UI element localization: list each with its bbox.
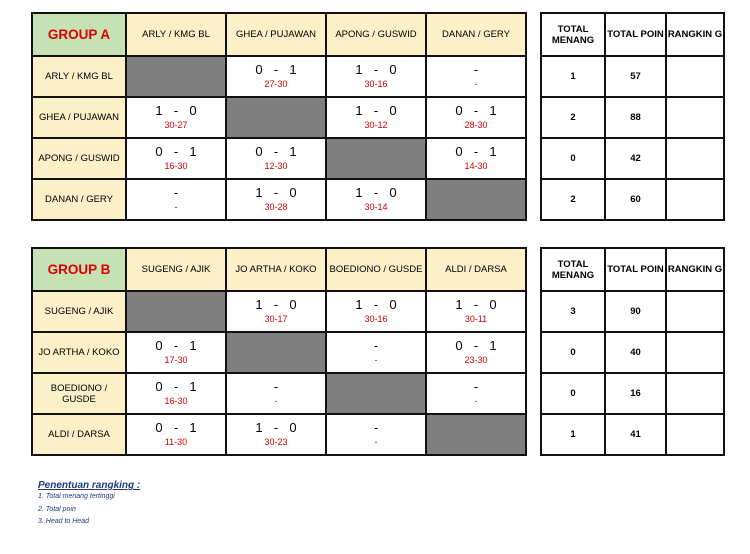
- set-score-right: 1: [189, 379, 197, 394]
- row-team-name: SUGENG / AJIK: [32, 291, 126, 332]
- set-score-right: 1: [489, 338, 497, 353]
- total-menang-header: TOTAL MENANG: [541, 248, 605, 291]
- point-score-left: 30: [364, 79, 375, 89]
- point-score-separator: -: [174, 437, 178, 447]
- match-cell: [226, 414, 326, 455]
- point-score-right: 30: [277, 79, 288, 89]
- point-score-separator: -: [374, 79, 378, 89]
- total-menang-value: 0: [541, 332, 605, 373]
- set-score-right: 0: [489, 297, 497, 312]
- column-team-header: BOEDIONO / GUSDE: [326, 248, 426, 291]
- match-cell: [126, 414, 226, 455]
- set-score-value: -: [373, 420, 379, 435]
- set-score-right: 0: [389, 297, 397, 312]
- match-cell: [426, 373, 526, 414]
- set-score-separator: -: [173, 379, 179, 394]
- table-row: [541, 414, 724, 455]
- point-score-right: 17: [277, 314, 288, 324]
- set-score: [327, 186, 425, 200]
- point-score-right: 16: [377, 79, 388, 89]
- group-a-standings: [540, 12, 725, 221]
- point-score-left: 23: [464, 355, 475, 365]
- point-score-left: 16: [164, 396, 175, 406]
- set-score-left: 0: [455, 338, 463, 353]
- set-score-right: 1: [489, 103, 497, 118]
- set-score: [227, 380, 325, 394]
- column-team-header: JO ARTHA / KOKO: [226, 248, 326, 291]
- set-score-left: 1: [355, 297, 363, 312]
- rangking-value: [666, 373, 724, 414]
- set-score: [427, 298, 525, 312]
- point-score: [127, 202, 225, 213]
- set-score-separator: -: [473, 103, 479, 118]
- set-score-right: 0: [189, 103, 197, 118]
- point-score-value: -: [474, 396, 478, 406]
- point-score-left: 30: [164, 120, 175, 130]
- set-score-separator: -: [473, 297, 479, 312]
- point-score: [127, 396, 225, 407]
- set-score-separator: -: [373, 297, 379, 312]
- set-score-right: 1: [189, 144, 197, 159]
- table-row: [32, 138, 526, 179]
- rangking-value: [666, 97, 724, 138]
- point-score: [427, 120, 525, 131]
- table-row: [32, 179, 526, 220]
- table-row: [32, 56, 526, 97]
- point-score-separator: -: [474, 314, 478, 324]
- set-score-right: 0: [289, 420, 297, 435]
- match-cell: [226, 179, 326, 220]
- match-cell: [326, 332, 426, 373]
- match-cell: [126, 138, 226, 179]
- self-match-cell: [326, 138, 426, 179]
- point-score-right: 14: [377, 202, 388, 212]
- point-score-separator: -: [374, 120, 378, 130]
- point-score: [127, 355, 225, 366]
- point-score-separator: -: [174, 120, 178, 130]
- set-score: [227, 298, 325, 312]
- set-score-separator: -: [273, 185, 279, 200]
- set-score-separator: -: [473, 338, 479, 353]
- row-team-name: APONG / GUSWID: [32, 138, 126, 179]
- set-score: [127, 104, 225, 118]
- legend-title: Penentuan rangking :: [38, 480, 141, 491]
- point-score-left: 30: [464, 314, 475, 324]
- set-score-left: 1: [355, 62, 363, 77]
- total-poin-header: TOTAL POIN: [605, 248, 666, 291]
- match-cell: [226, 138, 326, 179]
- set-score-separator: -: [273, 62, 279, 77]
- set-score-separator: -: [273, 297, 279, 312]
- table-row: [541, 179, 724, 220]
- point-score: [327, 202, 425, 213]
- point-score: [427, 396, 525, 407]
- rangking-value: [666, 291, 724, 332]
- point-score: [427, 355, 525, 366]
- set-score-separator: -: [273, 144, 279, 159]
- set-score-left: 1: [355, 103, 363, 118]
- legend-item: 2. Total poin: [38, 505, 76, 513]
- row-team-name: GHEA / PUJAWAN: [32, 97, 126, 138]
- point-score-right: 30: [177, 396, 188, 406]
- point-score: [427, 314, 525, 325]
- set-score: [327, 104, 425, 118]
- rangking-value: [666, 56, 724, 97]
- total-poin-value: 57: [605, 56, 666, 97]
- point-score-separator: -: [374, 314, 378, 324]
- group-b-standings: [540, 247, 725, 456]
- set-score-left: 0: [155, 338, 163, 353]
- set-score: [127, 380, 225, 394]
- point-score-left: 27: [264, 79, 275, 89]
- match-cell: [326, 291, 426, 332]
- table-row: [541, 138, 724, 179]
- set-score-left: 1: [255, 185, 263, 200]
- set-score-right: 0: [389, 62, 397, 77]
- total-poin-value: 88: [605, 97, 666, 138]
- rangking-value: [666, 414, 724, 455]
- set-score-right: 0: [389, 185, 397, 200]
- total-poin-value: 41: [605, 414, 666, 455]
- set-score-separator: -: [173, 103, 179, 118]
- total-poin-value: 16: [605, 373, 666, 414]
- total-menang-value: 3: [541, 291, 605, 332]
- point-score-right: 28: [277, 202, 288, 212]
- match-cell: [426, 97, 526, 138]
- point-score: [227, 396, 325, 407]
- point-score-right: 23: [277, 437, 288, 447]
- point-score: [327, 120, 425, 131]
- point-score: [327, 437, 425, 448]
- point-score-right: 16: [377, 314, 388, 324]
- set-score: [227, 63, 325, 77]
- point-score-right: 30: [177, 437, 188, 447]
- set-score-value: -: [473, 379, 479, 394]
- point-score: [427, 79, 525, 90]
- row-team-name: ARLY / KMG BL: [32, 56, 126, 97]
- table-row: [541, 291, 724, 332]
- set-score: [227, 421, 325, 435]
- point-score-separator: -: [174, 396, 178, 406]
- legend-item: 3. Head to Head: [38, 518, 89, 525]
- match-cell: [426, 138, 526, 179]
- set-score: [427, 380, 525, 394]
- match-cell: [126, 179, 226, 220]
- match-cell: [126, 97, 226, 138]
- total-poin-header: TOTAL POIN: [605, 13, 666, 56]
- set-score-separator: -: [273, 420, 279, 435]
- set-score-separator: -: [173, 144, 179, 159]
- table-row: [541, 373, 724, 414]
- set-score-right: 0: [289, 297, 297, 312]
- point-score: [127, 120, 225, 131]
- ranking-legend: [38, 480, 140, 529]
- self-match-cell: [126, 56, 226, 97]
- match-cell: [426, 332, 526, 373]
- set-score-left: 0: [255, 62, 263, 77]
- table-row: [541, 332, 724, 373]
- point-score-left: 30: [364, 120, 375, 130]
- point-score: [227, 437, 325, 448]
- total-poin-value: 60: [605, 179, 666, 220]
- match-cell: [226, 56, 326, 97]
- set-score-value: -: [173, 185, 179, 200]
- group-title: GROUP B: [32, 248, 126, 291]
- point-score-value: -: [374, 355, 378, 365]
- point-score-separator: -: [474, 355, 478, 365]
- rangking-value: [666, 332, 724, 373]
- point-score: [127, 437, 225, 448]
- self-match-cell: [326, 373, 426, 414]
- column-team-header: ARLY / KMG BL: [126, 13, 226, 56]
- total-menang-value: 1: [541, 414, 605, 455]
- point-score-separator: -: [274, 314, 278, 324]
- match-cell: [226, 373, 326, 414]
- table-row: [32, 332, 526, 373]
- row-team-name: DANAN / GERY: [32, 179, 126, 220]
- match-cell: [326, 56, 426, 97]
- set-score-left: 0: [455, 103, 463, 118]
- set-score: [327, 421, 425, 435]
- set-score: [427, 63, 525, 77]
- set-score-right: 1: [289, 144, 297, 159]
- group-b-matrix: [31, 247, 527, 456]
- set-score-right: 1: [289, 62, 297, 77]
- point-score-left: 30: [264, 202, 275, 212]
- match-cell: [226, 291, 326, 332]
- row-team-name: ALDI / DARSA: [32, 414, 126, 455]
- point-score-left: 16: [164, 161, 175, 171]
- point-score-left: 30: [264, 314, 275, 324]
- point-score-separator: -: [174, 355, 178, 365]
- set-score-left: 1: [455, 297, 463, 312]
- set-score-separator: -: [173, 420, 179, 435]
- set-score: [327, 63, 425, 77]
- self-match-cell: [426, 414, 526, 455]
- set-score-left: 0: [255, 144, 263, 159]
- total-poin-value: 90: [605, 291, 666, 332]
- table-row: [541, 97, 724, 138]
- total-menang-value: 2: [541, 179, 605, 220]
- point-score-value: -: [474, 79, 478, 89]
- group-title: GROUP A: [32, 13, 126, 56]
- set-score: [127, 421, 225, 435]
- rangking-value: [666, 138, 724, 179]
- set-score-separator: -: [373, 185, 379, 200]
- point-score: [227, 314, 325, 325]
- point-score-separator: -: [274, 79, 278, 89]
- match-cell: [326, 97, 426, 138]
- point-score-left: 28: [464, 120, 475, 130]
- rangking-header: RANGKIN G: [666, 248, 724, 291]
- point-score-separator: -: [474, 120, 478, 130]
- point-score-separator: -: [374, 202, 378, 212]
- point-score: [227, 202, 325, 213]
- set-score: [427, 339, 525, 353]
- point-score-left: 30: [264, 437, 275, 447]
- set-score-left: 0: [155, 144, 163, 159]
- point-score: [327, 79, 425, 90]
- rangking-value: [666, 179, 724, 220]
- set-score: [227, 145, 325, 159]
- set-score-separator: -: [373, 103, 379, 118]
- total-menang-value: 0: [541, 373, 605, 414]
- point-score-right: 30: [477, 355, 488, 365]
- set-score-right: 0: [389, 103, 397, 118]
- self-match-cell: [126, 291, 226, 332]
- match-cell: [126, 373, 226, 414]
- set-score-left: 1: [155, 103, 163, 118]
- column-team-header: DANAN / GERY: [426, 13, 526, 56]
- point-score: [227, 161, 325, 172]
- point-score: [227, 79, 325, 90]
- point-score: [327, 355, 425, 366]
- point-score-left: 17: [164, 355, 175, 365]
- self-match-cell: [226, 97, 326, 138]
- set-score: [127, 339, 225, 353]
- point-score-left: 11: [164, 437, 175, 447]
- point-score: [327, 314, 425, 325]
- column-team-header: GHEA / PUJAWAN: [226, 13, 326, 56]
- point-score-left: 12: [264, 161, 275, 171]
- point-score-right: 30: [277, 161, 288, 171]
- point-score-right: 27: [177, 120, 188, 130]
- match-cell: [326, 179, 426, 220]
- total-poin-value: 42: [605, 138, 666, 179]
- total-menang-header: TOTAL MENANG: [541, 13, 605, 56]
- table-row: [541, 56, 724, 97]
- set-score-separator: -: [373, 62, 379, 77]
- total-poin-value: 40: [605, 332, 666, 373]
- point-score-separator: -: [174, 161, 178, 171]
- table-row: [32, 291, 526, 332]
- point-score-right: 30: [177, 355, 188, 365]
- set-score-separator: -: [473, 144, 479, 159]
- column-team-header: SUGENG / AJIK: [126, 248, 226, 291]
- column-team-header: ALDI / DARSA: [426, 248, 526, 291]
- point-score: [127, 161, 225, 172]
- point-score-right: 30: [477, 161, 488, 171]
- set-score-right: 1: [489, 144, 497, 159]
- point-score-right: 12: [377, 120, 388, 130]
- total-menang-value: 2: [541, 97, 605, 138]
- point-score-separator: -: [274, 161, 278, 171]
- set-score: [127, 186, 225, 200]
- set-score-separator: -: [173, 338, 179, 353]
- rangking-header: RANGKIN G: [666, 13, 724, 56]
- point-score-left: 14: [464, 161, 475, 171]
- point-score-right: 30: [177, 161, 188, 171]
- set-score-left: 1: [255, 420, 263, 435]
- set-score-right: 1: [189, 420, 197, 435]
- total-menang-value: 1: [541, 56, 605, 97]
- point-score-right: 30: [477, 120, 488, 130]
- set-score-left: 1: [255, 297, 263, 312]
- point-score-value: -: [174, 202, 178, 212]
- point-score-value: -: [274, 396, 278, 406]
- column-team-header: APONG / GUSWID: [326, 13, 426, 56]
- set-score-left: 0: [455, 144, 463, 159]
- group-a-matrix: [31, 12, 527, 221]
- table-row: [32, 373, 526, 414]
- table-row: [32, 97, 526, 138]
- set-score-right: 0: [289, 185, 297, 200]
- set-score-value: -: [273, 379, 279, 394]
- self-match-cell: [226, 332, 326, 373]
- set-score-value: -: [373, 338, 379, 353]
- table-row: [32, 414, 526, 455]
- point-score-separator: -: [274, 202, 278, 212]
- set-score-value: -: [473, 62, 479, 77]
- point-score-value: -: [374, 437, 378, 447]
- point-score: [427, 161, 525, 172]
- point-score-separator: -: [474, 161, 478, 171]
- point-score-left: 30: [364, 202, 375, 212]
- row-team-name: BOEDIONO / GUSDE: [32, 373, 126, 414]
- set-score-right: 1: [189, 338, 197, 353]
- self-match-cell: [426, 179, 526, 220]
- row-team-name: JO ARTHA / KOKO: [32, 332, 126, 373]
- match-cell: [126, 332, 226, 373]
- match-cell: [426, 291, 526, 332]
- set-score: [127, 145, 225, 159]
- set-score-left: 0: [155, 379, 163, 394]
- legend-item: 1. Total menang tertinggi: [38, 493, 115, 500]
- set-score: [427, 145, 525, 159]
- set-score: [427, 104, 525, 118]
- set-score: [327, 339, 425, 353]
- match-cell: [326, 414, 426, 455]
- set-score: [227, 186, 325, 200]
- total-menang-value: 0: [541, 138, 605, 179]
- point-score-separator: -: [274, 437, 278, 447]
- point-score-right: 11: [477, 314, 488, 324]
- match-cell: [426, 56, 526, 97]
- point-score-left: 30: [364, 314, 375, 324]
- set-score-left: 0: [155, 420, 163, 435]
- set-score-left: 1: [355, 185, 363, 200]
- set-score: [327, 298, 425, 312]
